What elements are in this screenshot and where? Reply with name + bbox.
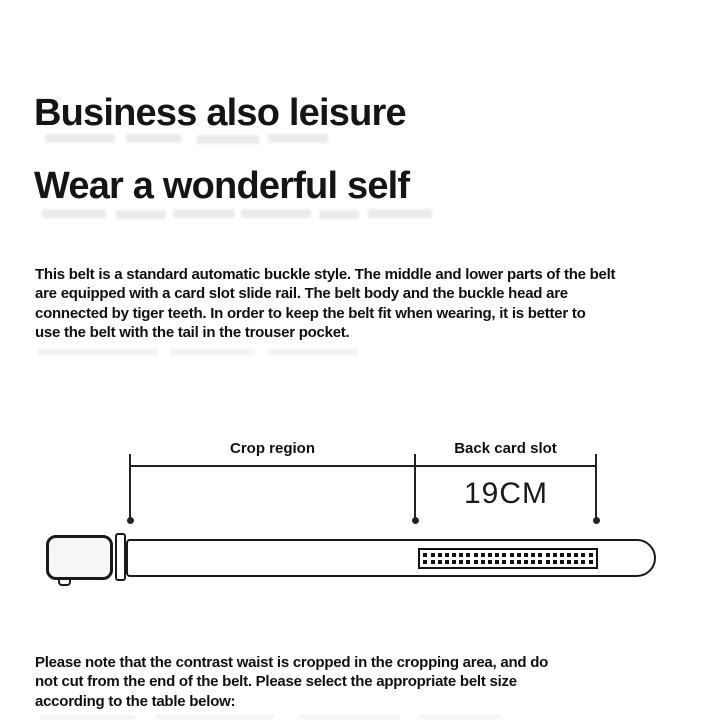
ghost-artifact [268,349,358,355]
ghost-artifact [300,715,400,719]
ghost-artifact [319,210,359,219]
slot-square [517,560,521,564]
ghost-artifact [40,715,135,719]
dimension-dot-right [593,517,600,524]
slot-square [574,560,578,564]
slot-square [466,553,470,557]
intro-line-2: are equipped with a card slot slide rail. The belt body and the buckle head are [35,285,568,303]
intro-line-4: use the belt with the tail in the trouser pocket. [35,323,350,341]
dimension-horizontal-line [130,465,597,467]
slot-square [445,553,449,557]
slot-square [423,560,427,564]
slot-square [495,560,499,564]
ghost-artifact [42,209,106,218]
ghost-artifact [126,134,181,143]
slot-square [553,560,557,564]
slot-square [488,553,492,557]
slot-square [502,560,506,564]
crop-region-label: Crop region [230,440,315,457]
slot-square [445,560,449,564]
slot-square [589,553,593,557]
slot-square [481,560,485,564]
slot-square [546,553,550,557]
slot-square [524,560,528,564]
slot-square [474,553,478,557]
ghost-artifact [197,135,259,144]
slot-square [581,553,585,557]
slot-square [423,553,427,557]
slot-square [431,560,435,564]
headline-wear: Wear a wonderful self [34,165,410,207]
slot-square [589,560,593,564]
dimension-dot-middle [412,517,419,524]
ghost-artifact [45,134,115,143]
slot-square [553,553,557,557]
footer-paragraph [35,653,548,711]
dimension-tick-left [129,454,131,520]
slot-square [488,560,492,564]
ghost-artifact [155,715,275,719]
slot-square [510,560,514,564]
slot-square [510,553,514,557]
back-card-slot-measurement: 19CM [463,477,549,510]
intro-paragraph [35,265,615,342]
slot-square [517,553,521,557]
slot-square [481,553,485,557]
headline-business: Business also leisure [34,92,406,134]
ghost-artifact [38,349,158,355]
buckle-clasp-bar [115,533,126,581]
slot-square [567,560,571,564]
slot-square [560,560,564,564]
ghost-artifact [116,210,166,219]
slot-square [466,560,470,564]
slot-square [546,560,550,564]
slot-square [438,553,442,557]
footer-line-3: according to the table below: [35,692,236,710]
slot-square [574,553,578,557]
buckle-body [46,535,113,580]
slot-square [581,560,585,564]
card-slot-grid [423,553,592,564]
slot-square [495,553,499,557]
ghost-artifact [420,715,500,719]
slot-square [524,553,528,557]
dimension-dot-left [127,517,134,524]
slot-square [459,560,463,564]
footer-line-1: Please note that the contrast waist is cropped in the cropping area, and do [35,654,549,671]
card-slot [418,548,598,569]
slot-square [560,553,564,557]
ghost-artifact [170,349,255,355]
ghost-artifact [268,134,328,143]
ghost-artifact [241,209,311,218]
slot-square [538,553,542,557]
back-card-slot-label: Back card slot [454,440,557,457]
slot-square [452,560,456,564]
slot-square [431,553,435,557]
slot-square [474,560,478,564]
slot-square [531,560,535,564]
slot-square [502,553,506,557]
slot-square [452,553,456,557]
intro-line-3: connected by tiger teeth. In order to keep the belt fit when wearing, it is better to [35,304,586,322]
slot-square [567,553,571,557]
slot-square [538,560,542,564]
slot-square [459,553,463,557]
footer-line-2: not cut from the end of the belt. Please select the appropriate belt size [35,673,517,691]
slot-square [531,553,535,557]
ghost-artifact [368,209,432,218]
slot-square [438,560,442,564]
intro-line-1: This belt is a standard automatic buckle style. The middle and lower parts of the belt [35,266,616,283]
ghost-artifact [173,209,235,218]
